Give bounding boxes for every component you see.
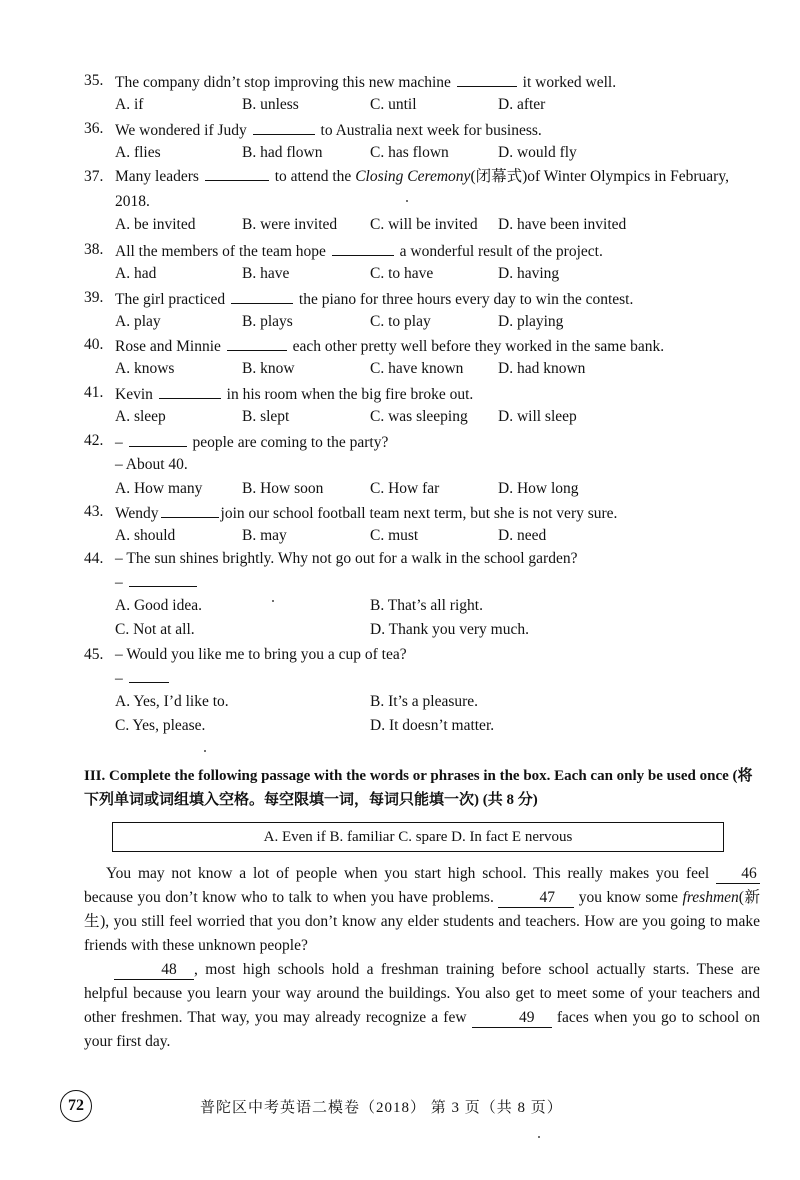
option-c: C. Yes, please. bbox=[115, 717, 206, 734]
answer-blank bbox=[457, 72, 517, 87]
answer-blank bbox=[227, 336, 287, 351]
option-d: D. will sleep bbox=[498, 408, 577, 425]
question-number: 37. bbox=[84, 168, 104, 185]
question-38 bbox=[84, 241, 764, 289]
question-stem: Kevin in his room when the big fire broke out. bbox=[115, 386, 474, 403]
option-d: D. Thank you very much. bbox=[370, 621, 529, 638]
option-d: D. need bbox=[498, 527, 547, 544]
option-a: A. flies bbox=[115, 144, 161, 161]
answer-blank bbox=[159, 384, 221, 399]
option-c: C. was sleeping bbox=[370, 408, 468, 425]
option-c: C. to play bbox=[370, 313, 431, 330]
option-d: D. It doesn’t matter. bbox=[370, 717, 495, 734]
option-d: D. have been invited bbox=[498, 216, 627, 233]
word-box: A. Even if B. familiar C. spare D. In fact E nervous bbox=[112, 822, 724, 852]
question-39 bbox=[84, 289, 764, 337]
question-stem: Rose and Minnie each other pretty well before they worked in the same bank. bbox=[115, 338, 665, 355]
passage-paragraph-1: You may not know a lot of people when you start high school. This really makes you feel 46 because you don’t know who to talk to when you have problems. 47 you know some freshmen(新生), you still feel worried that you don’t know any elder students and teachers. How are you going to make friends with these unknown people? bbox=[84, 865, 761, 954]
question-stem: – Would you like me to bring you a cup of tea? bbox=[115, 646, 407, 663]
reply-line: – About 40. bbox=[115, 456, 188, 473]
blank-49: 49 bbox=[472, 1009, 552, 1028]
page-badge: 72 bbox=[60, 1090, 92, 1122]
scan-dot bbox=[272, 600, 274, 602]
option-d: D. would fly bbox=[498, 144, 577, 161]
option-b: B. unless bbox=[242, 96, 299, 113]
question-40 bbox=[84, 336, 764, 384]
blank-47: 47 bbox=[498, 889, 574, 908]
option-a: A. sleep bbox=[115, 408, 166, 425]
option-b: B. were invited bbox=[242, 216, 338, 233]
question-number: 35. bbox=[84, 72, 104, 89]
blank-46: 46 bbox=[716, 865, 760, 884]
question-number: 45. bbox=[84, 646, 104, 663]
option-b: B. How soon bbox=[242, 480, 324, 497]
question-36 bbox=[84, 120, 764, 168]
option-c: C. have known bbox=[370, 360, 464, 377]
option-b: B. have bbox=[242, 265, 290, 282]
option-d: D. having bbox=[498, 265, 560, 282]
answer-blank bbox=[205, 166, 269, 181]
reply-line: – bbox=[115, 668, 765, 688]
question-stem: All the members of the team hope a wonderful result of the project. bbox=[115, 243, 603, 260]
section-3-instructions: III. Complete the following passage with the words or phrases in the box. Each can only be used once (将下列单词或词组填入空格。每空限填一词，每词只能填一次) (共 8 分) bbox=[84, 768, 753, 808]
option-b: B. It’s a pleasure. bbox=[370, 693, 479, 710]
option-a: A. play bbox=[115, 313, 161, 330]
option-a: A. knows bbox=[115, 360, 175, 377]
question-number: 44. bbox=[84, 550, 104, 567]
scan-dot bbox=[204, 750, 206, 752]
scan-dot bbox=[538, 1136, 540, 1138]
answer-blank bbox=[129, 432, 187, 447]
question-number: 41. bbox=[84, 384, 104, 401]
question-stem: The girl practiced the piano for three hours every day to win the contest. bbox=[115, 291, 634, 308]
answer-blank bbox=[332, 241, 394, 256]
option-b: B. may bbox=[242, 527, 287, 544]
question-stem: Wendy join our school football team next term, but she is not very sure. bbox=[115, 505, 618, 522]
option-a: A. be invited bbox=[115, 216, 196, 233]
passage-paragraph-2: 48 , most high schools hold a freshman training before school actually starts. These are helpful because you learn your way around the buildings. You also get to meet some of your teachers and other freshmen. That way, you may already recognize a few 49 faces when you go to school on your first day. bbox=[84, 961, 761, 1050]
question-stem: We wondered if Judy to Australia next week for business. bbox=[115, 122, 542, 139]
option-c: C. How far bbox=[370, 480, 440, 497]
option-c: C. will be invited bbox=[370, 216, 478, 233]
question-number: 36. bbox=[84, 120, 104, 137]
answer-blank bbox=[129, 572, 197, 587]
option-d: D. after bbox=[498, 96, 546, 113]
option-c: C. to have bbox=[370, 265, 434, 282]
question-35 bbox=[84, 72, 764, 120]
question-43 bbox=[84, 503, 764, 551]
blank-48: 48 bbox=[114, 961, 194, 980]
question-stem: The company didn’t stop improving this new machine it worked well. bbox=[115, 74, 617, 91]
option-a: A. if bbox=[115, 96, 144, 113]
option-a: A. should bbox=[115, 527, 176, 544]
question-stem: – people are coming to the party? bbox=[115, 434, 389, 451]
option-d: D. How long bbox=[498, 480, 579, 497]
option-a: A. How many bbox=[115, 480, 203, 497]
option-b: B. know bbox=[242, 360, 295, 377]
question-number: 39. bbox=[84, 289, 104, 306]
answer-blank bbox=[231, 289, 293, 304]
answer-blank bbox=[253, 120, 315, 135]
question-45 bbox=[84, 646, 764, 742]
option-a: A. Good idea. bbox=[115, 597, 202, 614]
question-number: 38. bbox=[84, 241, 104, 258]
answer-blank bbox=[129, 668, 169, 683]
option-b: B. had flown bbox=[242, 144, 323, 161]
answer-blank bbox=[161, 503, 219, 518]
option-d: D. playing bbox=[498, 313, 564, 330]
option-a: A. Yes, I’d like to. bbox=[115, 693, 229, 710]
scan-dot bbox=[406, 200, 408, 202]
question-number: 43. bbox=[84, 503, 104, 520]
option-c: C. until bbox=[370, 96, 417, 113]
question-stem: – The sun shines brightly. Why not go out for a walk in the school garden? bbox=[115, 550, 578, 567]
reply-line: – bbox=[115, 572, 765, 592]
page-footer: 普陀区中考英语二模卷（2018） 第 3 页（共 8 页） bbox=[200, 1100, 563, 1116]
option-b: B. slept bbox=[242, 408, 290, 425]
question-44 bbox=[84, 550, 764, 646]
question-stem: Many leaders to attend the Closing Ceremony(闭幕式)of Winter Olympics in February, 2018. bbox=[115, 168, 729, 210]
option-c: C. Not at all. bbox=[115, 621, 195, 638]
option-d: D. had known bbox=[498, 360, 586, 377]
question-number: 40. bbox=[84, 336, 104, 353]
question-37 bbox=[84, 168, 764, 240]
question-41 bbox=[84, 384, 764, 432]
option-b: B. That’s all right. bbox=[370, 597, 483, 614]
question-42 bbox=[84, 432, 764, 504]
option-b: B. plays bbox=[242, 313, 293, 330]
option-c: C. must bbox=[370, 527, 419, 544]
option-c: C. has flown bbox=[370, 144, 449, 161]
question-number: 42. bbox=[84, 432, 104, 449]
option-a: A. had bbox=[115, 265, 157, 282]
